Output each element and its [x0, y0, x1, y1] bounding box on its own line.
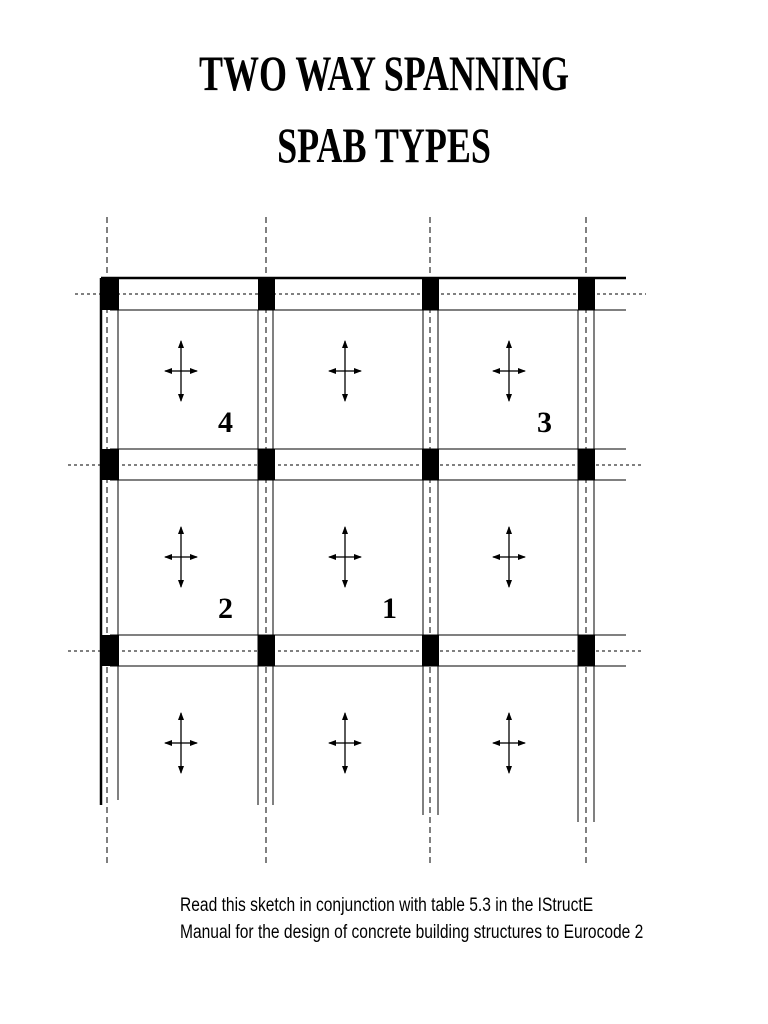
column-square-icon — [258, 635, 275, 666]
two-way-arrow-icon — [493, 527, 525, 587]
two-way-arrow-icon — [165, 527, 197, 587]
slab-outer-edges — [101, 278, 626, 805]
panel-label-4: 4 — [218, 406, 233, 439]
column-square-icon — [101, 278, 119, 310]
two-way-arrow-icon — [329, 341, 361, 401]
column-square-icon — [422, 449, 439, 480]
column-square-icon — [258, 449, 275, 480]
column-square-icon — [422, 278, 439, 310]
column-square-icon — [422, 635, 439, 666]
column-square-icon — [258, 278, 275, 310]
columns — [101, 278, 595, 666]
panel-label-2: 2 — [218, 592, 233, 625]
column-square-icon — [101, 635, 119, 666]
beam-edges — [110, 310, 626, 822]
page-title-line-2: SPAB TYPES — [277, 117, 491, 173]
note-line-1: Read this sketch in conjunction with table 5.3 in the IStructE — [180, 895, 594, 916]
panel-labels — [218, 406, 552, 625]
page-title-line-1: TWO WAY SPANNING — [198, 45, 570, 101]
two-way-arrow-icon — [329, 713, 361, 773]
note-line-2: Manual for the design of concrete building structures to Eurocode 2 — [180, 922, 644, 943]
two-way-arrow-icon — [493, 713, 525, 773]
horizontal-gridlines — [68, 294, 646, 651]
two-way-arrow-icon — [165, 341, 197, 401]
panel-label-1: 1 — [382, 592, 397, 625]
two-way-arrow-icon — [329, 527, 361, 587]
two-way-arrow-icon — [165, 713, 197, 773]
two-way-arrow-icon — [493, 341, 525, 401]
column-square-icon — [578, 449, 595, 480]
vertical-gridlines — [107, 217, 586, 866]
column-square-icon — [101, 449, 119, 480]
column-square-icon — [578, 278, 595, 310]
column-square-icon — [578, 635, 595, 666]
panel-label-3: 3 — [537, 406, 552, 439]
